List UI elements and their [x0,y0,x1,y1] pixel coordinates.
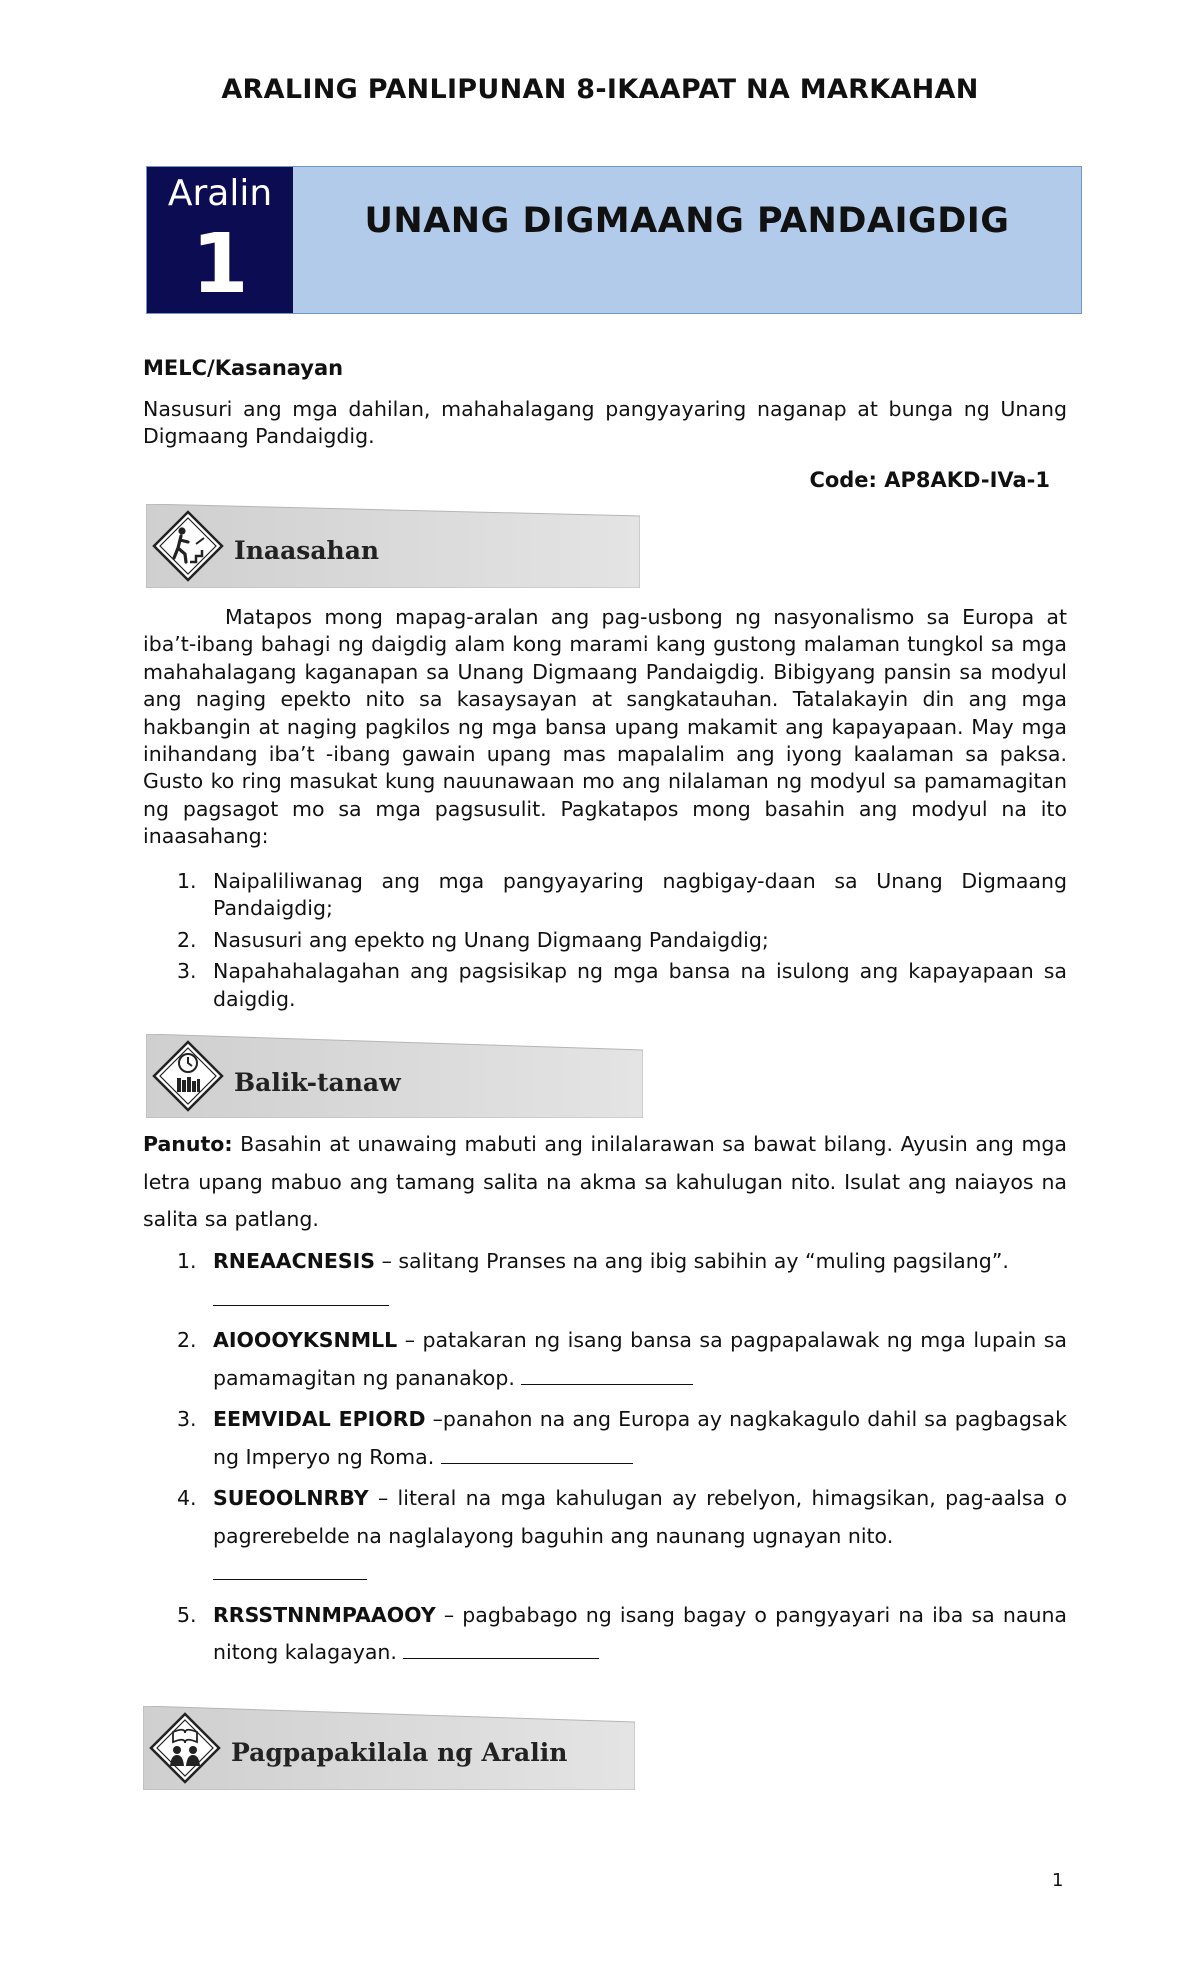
list-item-number: 3. [177,1407,197,1431]
lesson-title: UNANG DIGMAANG PANDAIGDIG [364,201,1010,241]
item-definition: – pagbabago ng isang bagay o pangyayari na iba sa nauna nitong kalagayan. [213,1602,1067,1664]
panuto-instructions [143,1126,1067,1239]
balik-tanaw-banner [146,1034,643,1118]
pagpapakilala-banner-label: Pagpapakilala ng Aralin [231,1738,568,1767]
scrambled-word: EEMVIDAL EPIORD [213,1407,426,1431]
list-item [143,868,1067,923]
item-definition: – literal na mga kahulugan ay rebelyon, himagsikan, pag-aalsa o pagrerebelde na naglalayong baguhin ang naunang ugnayan nito. [213,1486,1067,1548]
list-item-number: 2. [177,1328,197,1352]
lesson-header-box [146,166,1082,314]
inaasahan-banner-label: Inaasahan [234,536,380,565]
pagpapakilala-banner [143,1706,635,1790]
answer-blank[interactable] [441,1441,633,1464]
list-item [143,1597,1067,1672]
list-item-number: 5. [177,1602,197,1627]
inaasahan-intro [143,604,1067,851]
document-title: ARALING PANLIPUNAN 8-IKAAPAT NA MARKAHAN [221,74,979,105]
objectives-list [143,868,1067,1017]
scrambled-word: RRSSTNNMPAAOOY [213,1602,436,1627]
panuto-label: Panuto: [143,1132,233,1156]
balik-tanaw-banner-label: Balik-tanaw [234,1068,401,1097]
exercise-list [143,1243,1067,1676]
answer-blank[interactable] [521,1362,693,1385]
item-definition: – salitang Pranses na ang ibig sabihin ay “muling pagsilang”. [375,1249,1009,1273]
scrambled-word: SUEOOLNRBY [213,1486,369,1510]
list-item [143,958,1067,1013]
answer-blank[interactable] [403,1636,599,1659]
list-item [143,1401,1067,1476]
scrambled-word: RNEAACNESIS [213,1249,376,1273]
answer-blank[interactable] [213,1557,367,1580]
list-item-number: 1. [177,869,197,893]
list-item [143,927,1067,954]
list-item-number: 2. [177,927,197,952]
melc-heading: MELC/Kasanayan [143,356,344,380]
melc-text: Nasusuri ang mga dahilan, mahahalagang pangyayaring naganap at bunga ng Unang Digmaang Pandaigdig. [143,397,1067,449]
list-item [143,1322,1067,1397]
lesson-label: Aralin [167,173,273,214]
list-item [143,1243,1067,1318]
list-item-number: 3. [177,959,197,984]
list-item-text: Napahahalagahan ang pagsisikap ng mga bansa na isulong ang kapayapaan sa daigdig. [213,959,1067,1011]
lesson-number: 1 [191,217,249,312]
intro-text: Matapos mong mapag-aralan ang pag-usbong ng nasyonalismo sa Europa at iba’t-ibang bahagi ng daigdig alam kong marami kang gustong malaman tungkol sa mga mahahalagang kaganapan sa Unang Digmaang Pandaigdig. Bibigyang pansin sa modyul ang naging epekto nito sa kasaysayan at sangkatauhan. Tatalakayin din ang mga hakbangin at naging pagkilos ng mga bansa upang makamit ang kapayapaan. May mga inihandang iba’t -ibang gawain upang mas mapalalim ang iyong kaalaman sa paksa. Gusto ko ring masukat kung nauunawaan mo ang nilalaman ng modyul sa pamamagitan ng pagsagot mo sa mga pagsusulit. Pagkatapos mong basahin ang modyul na ito inaasahang: [143,605,1067,849]
lesson-number-panel [147,167,293,313]
scrambled-word: AIOOOYKSNMLL [213,1328,398,1352]
list-item-number: 1. [177,1249,197,1273]
melc-code: Code: AP8AKD-IVa-1 [809,468,1050,492]
item-definition: – patakaran ng isang bansa sa pagpapalawak ng mga lupain sa pamamagitan ng pananakop. [213,1328,1067,1390]
inaasahan-banner [146,504,640,588]
page-number: 1 [1052,1870,1064,1891]
list-item-number: 4. [177,1486,197,1510]
list-item-text: Nasusuri ang epekto ng Unang Digmaang Pandaigdig; [213,927,769,952]
list-item [143,1480,1067,1593]
answer-blank[interactable] [213,1283,389,1306]
list-item-text: Naipaliliwanag ang mga pangyayaring nagbigay-daan sa Unang Digmaang Pandaigdig; [213,869,1067,921]
item-definition: –panahon na ang Europa ay nagkakagulo dahil sa pagbagsak ng Imperyo ng Roma. [213,1407,1067,1469]
intro-paragraph [143,604,1067,851]
panuto-text: Basahin at unawaing mabuti ang inilalarawan sa bawat bilang. Ayusin ang mga letra upang mabuo ang tamang salita na akma sa kahulugan nito. Isulat ang naiayos na salita sa patlang. [143,1132,1067,1231]
